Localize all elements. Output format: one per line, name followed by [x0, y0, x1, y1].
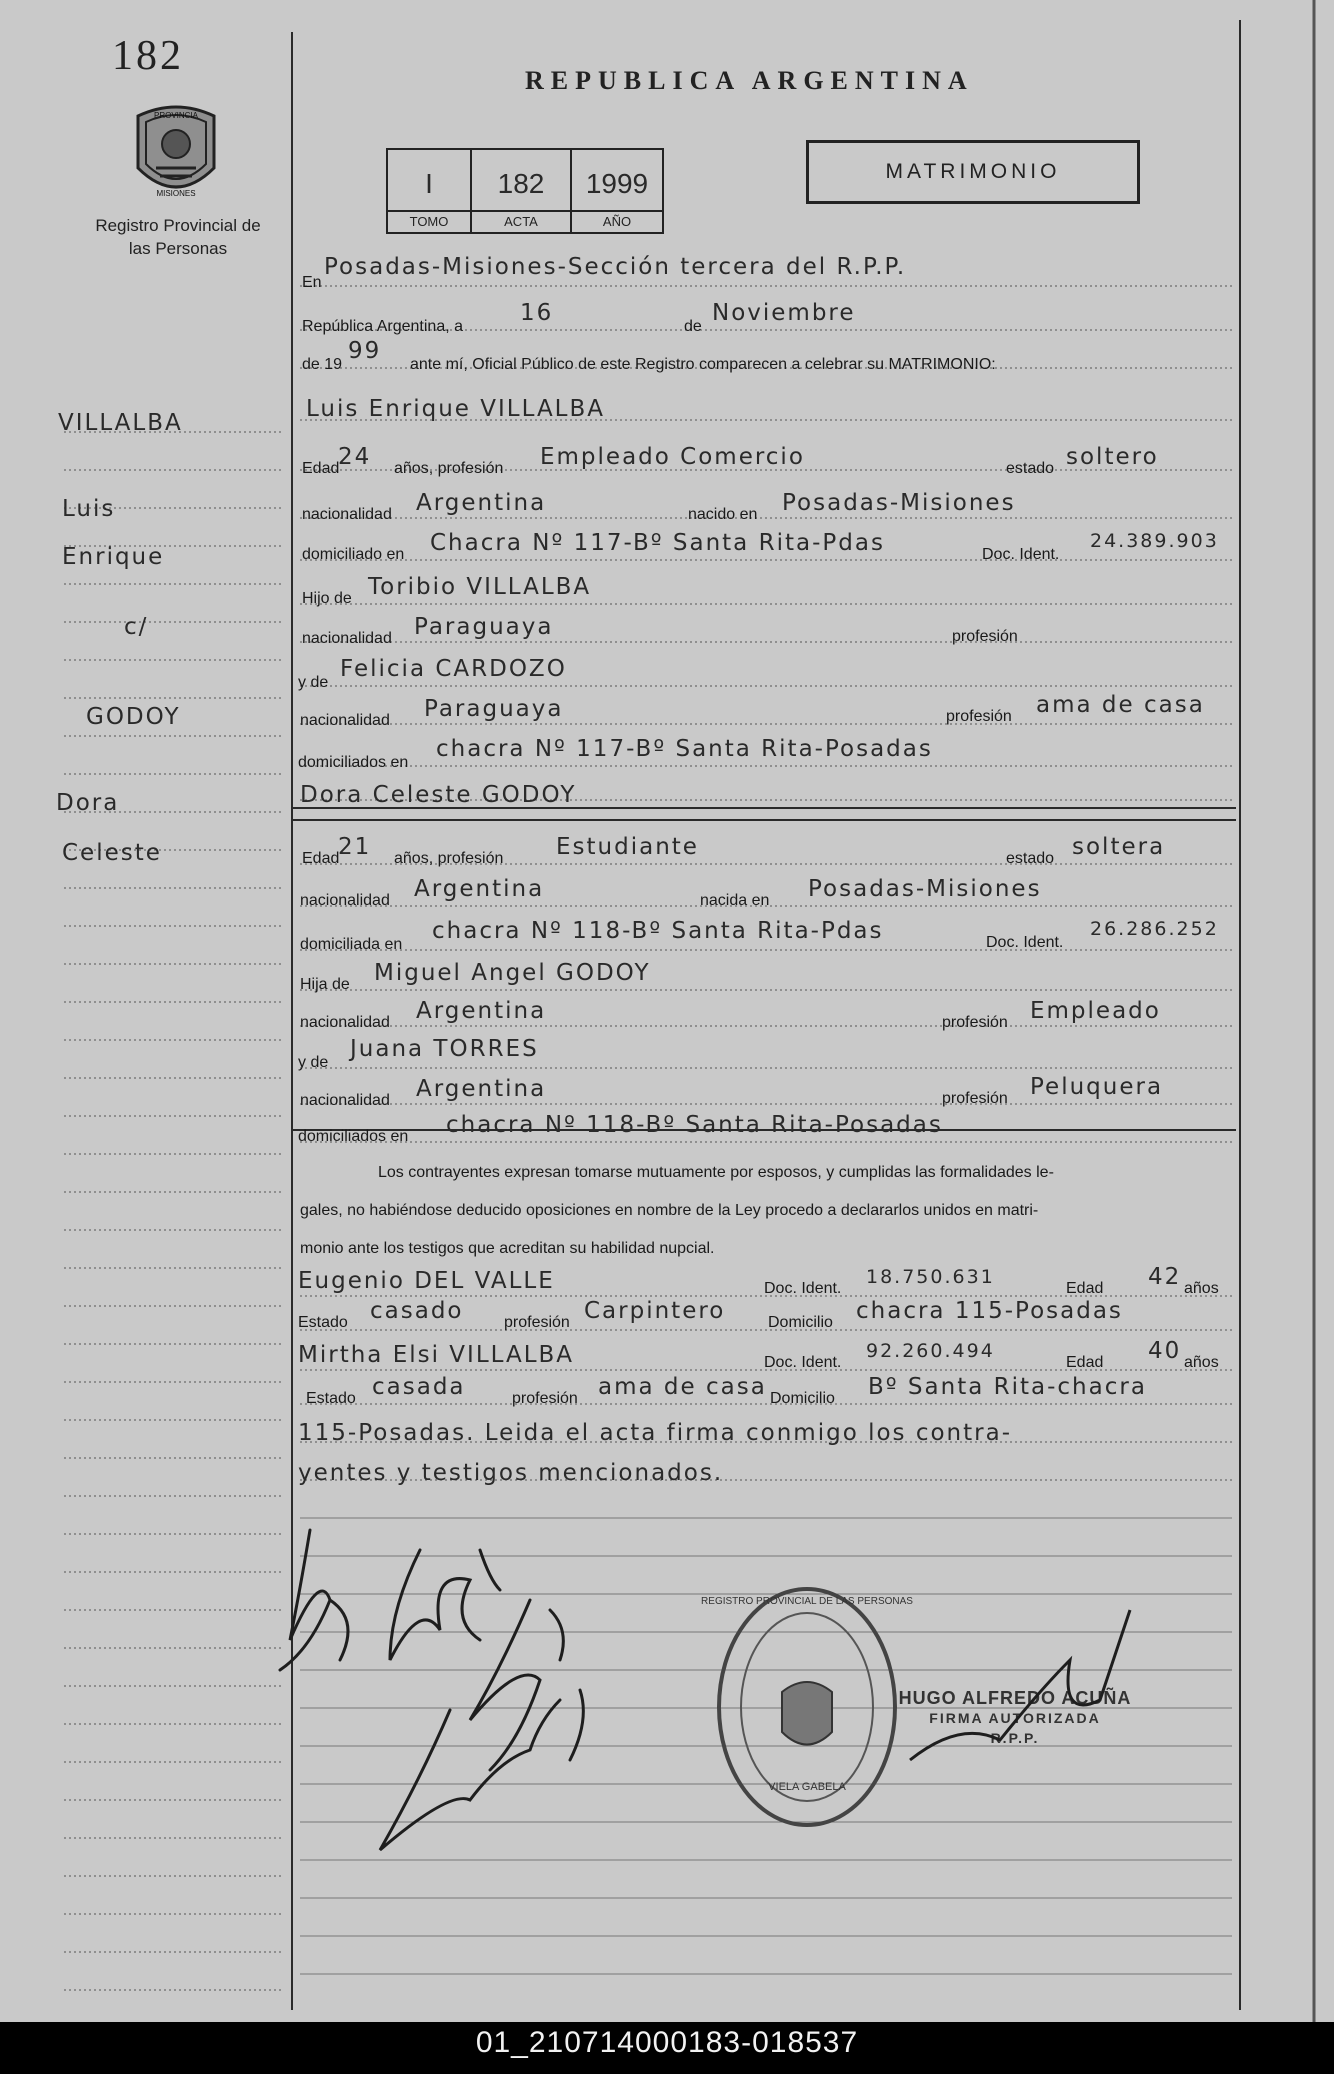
closing-line-1: 115-Posadas. Leida el acta firma conmigo los contra-	[298, 1420, 1013, 1446]
official-name: HUGO ALFREDO ACUÑA	[898, 1688, 1132, 1708]
declaration-line-2: gales, no habiéndose deducido oposiciones en nombre de la Ley procedo a declararlos unidos en matri-	[300, 1202, 1039, 1219]
witness2-signature-icon	[380, 1690, 583, 1850]
groom-parents-addr: chacra Nº 117-Bº Santa Rita-Posadas	[436, 736, 933, 762]
witness1-address: chacra 115-Posadas	[856, 1298, 1123, 1324]
signatures-area	[270, 1510, 710, 1870]
emblem-top-text: PROVINCIA	[153, 111, 199, 120]
emblem-bottom-text: MISIONES	[156, 189, 196, 198]
official-signature-icon	[900, 1600, 1140, 1780]
tomo-cell	[388, 150, 472, 234]
witness2-doc: 92.260.494	[866, 1340, 995, 1362]
bride-father-prof: Empleado	[1030, 998, 1161, 1024]
tomo-value: I	[425, 168, 433, 199]
witness1-doc: 18.750.631	[866, 1266, 995, 1288]
witness1-signature-icon	[470, 1600, 563, 1770]
doc-type-label: MATRIMONIO	[885, 160, 1061, 183]
witness2-name: Mirtha Elsi VILLALBA	[298, 1342, 575, 1368]
round-seal-text: REGISTRO PROVINCIAL DE LAS PERSONAS	[701, 1596, 913, 1607]
bride-mother-nat: Argentina	[416, 1076, 547, 1102]
bride-name: Dora Celeste GODOY	[300, 782, 577, 808]
bride-profession-label: años, profesión	[394, 850, 504, 867]
witness1-address-label: Domicilio	[768, 1314, 833, 1331]
groom-signature-icon	[280, 1530, 348, 1670]
document-title: REPUBLICA ARGENTINA	[525, 66, 974, 95]
margin-groom-given-2: Enrique	[62, 544, 165, 570]
groom-mother-nat-label: nacionalidad	[300, 712, 390, 729]
witness1-doc-label: Doc. Ident.	[764, 1280, 842, 1297]
witness2-doc-label: Doc. Ident.	[764, 1354, 842, 1371]
groom-parents-addr-label: domiciliados en	[298, 754, 409, 771]
month-label: de	[684, 318, 702, 335]
bride-mother-prof: Peluquera	[1030, 1074, 1164, 1100]
acta-label: ACTA	[472, 210, 570, 234]
closing-line-2: yentes y testigos mencionados.	[298, 1460, 724, 1486]
margin-bride-surname: GODOY	[86, 704, 181, 730]
bride-status-label: estado	[1006, 850, 1055, 867]
groom-nationality-label: nacionalidad	[302, 506, 392, 523]
bride-born: Posadas-Misiones	[808, 876, 1042, 902]
registry-label: Registro Provincial de las Personas	[95, 216, 261, 258]
year-prefix: de 19	[302, 356, 343, 373]
margin-groom-given-1: Luis	[62, 496, 116, 522]
witness1-profession: Carpintero	[584, 1298, 726, 1324]
margin-bride-given-1: Dora	[56, 790, 120, 816]
ano-label: AÑO	[572, 210, 662, 234]
bride-doc-label: Doc. Ident.	[986, 934, 1064, 951]
bride-age-label: Edad	[302, 850, 340, 867]
groom-mother-prof-label: profesión	[946, 708, 1012, 725]
groom-age-label: Edad	[302, 460, 340, 477]
official-title: FIRMA AUTORIZADA	[929, 1710, 1101, 1726]
groom-mother-prof: ama de casa	[1036, 692, 1205, 718]
bride-signature-icon	[390, 1550, 500, 1660]
groom-profession-label: años, profesión	[394, 460, 504, 477]
groom-father-prof-label: profesión	[952, 628, 1018, 645]
bride-nationality: Argentina	[414, 876, 545, 902]
witness2-age: 40	[1148, 1338, 1182, 1364]
bride-mother-nat-label: nacionalidad	[300, 1092, 390, 1109]
bride-profession: Estudiante	[556, 834, 699, 860]
bride-father-label: Hija de	[300, 976, 350, 993]
witness1-status-label: Estado	[298, 1314, 348, 1331]
groom-mother: Felicia CARDOZO	[340, 656, 567, 682]
bride-born-label: nacida en	[700, 892, 770, 909]
year-suffix: 99	[348, 338, 382, 364]
groom-doc: 24.389.903	[1090, 530, 1219, 552]
doc-type-box	[806, 140, 1140, 204]
intro-statement: ante mí, Oficial Público de este Registro comparecen a celebrar su MATRIMONIO:	[410, 356, 996, 373]
groom-age: 24	[338, 444, 372, 470]
groom-nationality: Argentina	[416, 490, 547, 516]
country-label: República Argentina, a	[302, 318, 463, 335]
bride-parents-addr: chacra Nº 118-Bº Santa Rita-Posadas	[446, 1112, 943, 1138]
witness1-age-label: Edad	[1066, 1280, 1104, 1297]
margin-bride-given-2: Celeste	[62, 840, 162, 866]
book-reference-table	[386, 148, 664, 234]
bride-address: chacra Nº 118-Bº Santa Rita-Pdas	[432, 918, 884, 944]
registry-emblem-icon	[126, 98, 226, 208]
folio-number: 182	[112, 33, 184, 79]
groom-doc-label: Doc. Ident.	[982, 546, 1060, 563]
witness1-age-unit: años	[1184, 1280, 1219, 1297]
witness2-age-label: Edad	[1066, 1354, 1104, 1371]
witness2-profession: ama de casa	[598, 1374, 767, 1400]
witness2-address: Bº Santa Rita-chacra	[868, 1374, 1147, 1400]
groom-father: Toribio VILLALBA	[368, 574, 592, 600]
margin-connector: c/	[124, 614, 149, 640]
official-round-seal	[701, 1582, 913, 1832]
bride-mother-label: y de	[298, 1054, 329, 1071]
witness2-status: casada	[372, 1374, 466, 1400]
declaration-line-3: monio ante los testigos que acreditan su habilidad nupcial.	[300, 1240, 715, 1257]
groom-name: Luis Enrique VILLALBA	[306, 396, 605, 422]
bride-doc: 26.286.252	[1090, 918, 1219, 940]
witness1-name: Eugenio DEL VALLE	[298, 1268, 555, 1294]
groom-born-label: nacido en	[688, 506, 758, 523]
month-value: Noviembre	[712, 300, 856, 326]
groom-father-nat-label: nacionalidad	[302, 630, 392, 647]
witness2-address-label: Domicilio	[770, 1390, 835, 1407]
place-label: En	[302, 274, 322, 291]
groom-father-label: Hijo de	[302, 590, 352, 607]
official-unit: R.P.P.	[990, 1730, 1040, 1746]
bride-age: 21	[338, 834, 372, 860]
bride-mother: Juana TORRES	[350, 1036, 539, 1062]
bride-father-nat-label: nacionalidad	[300, 1014, 390, 1031]
groom-address: Chacra Nº 117-Bº Santa Rita-Pdas	[430, 530, 885, 556]
round-seal-bottom-text: VIELA GABELA	[768, 1781, 846, 1793]
ano-cell	[572, 150, 662, 234]
bride-father-nat: Argentina	[416, 998, 547, 1024]
acta-value: 182	[497, 168, 545, 199]
declaration-line-1: Los contrayentes expresan tomarse mutuamente por esposos, y cumplidas las formalidades le-	[378, 1164, 1054, 1181]
witness2-status-label: Estado	[306, 1390, 356, 1407]
groom-address-label: domiciliado en	[302, 546, 405, 563]
groom-status-label: estado	[1006, 460, 1055, 477]
acta-cell	[472, 150, 572, 234]
bride-nationality-label: nacionalidad	[300, 892, 390, 909]
bride-father-prof-label: profesión	[942, 1014, 1008, 1031]
groom-profession: Empleado Comercio	[540, 444, 805, 470]
groom-mother-label: y de	[298, 674, 329, 691]
day-value: 16	[520, 300, 554, 326]
groom-father-nat: Paraguaya	[414, 614, 554, 640]
bride-parents-addr-label: domiciliados en	[298, 1128, 409, 1145]
witness2-age-unit: años	[1184, 1354, 1219, 1371]
groom-status: soltero	[1066, 444, 1159, 470]
ano-value: 1999	[585, 168, 649, 199]
groom-mother-nat: Paraguaya	[424, 696, 564, 722]
place-value: Posadas-Misiones-Sección tercera del R.P.P.	[324, 254, 907, 280]
tomo-label: TOMO	[388, 210, 470, 234]
bride-status: soltera	[1072, 834, 1166, 860]
witness2-profession-label: profesión	[512, 1390, 578, 1407]
witness1-profession-label: profesión	[504, 1314, 570, 1331]
margin-groom-surname: VILLALBA	[58, 410, 183, 436]
witness1-age: 42	[1148, 1264, 1182, 1290]
bride-father: Miguel Angel GODOY	[374, 960, 651, 986]
image-id-caption: 01_210714000183-018537	[475, 2026, 859, 2059]
bride-address-label: domiciliada en	[300, 936, 403, 953]
groom-born: Posadas-Misiones	[782, 490, 1016, 516]
bride-mother-prof-label: profesión	[942, 1090, 1008, 1107]
witness1-status: casado	[370, 1298, 464, 1324]
